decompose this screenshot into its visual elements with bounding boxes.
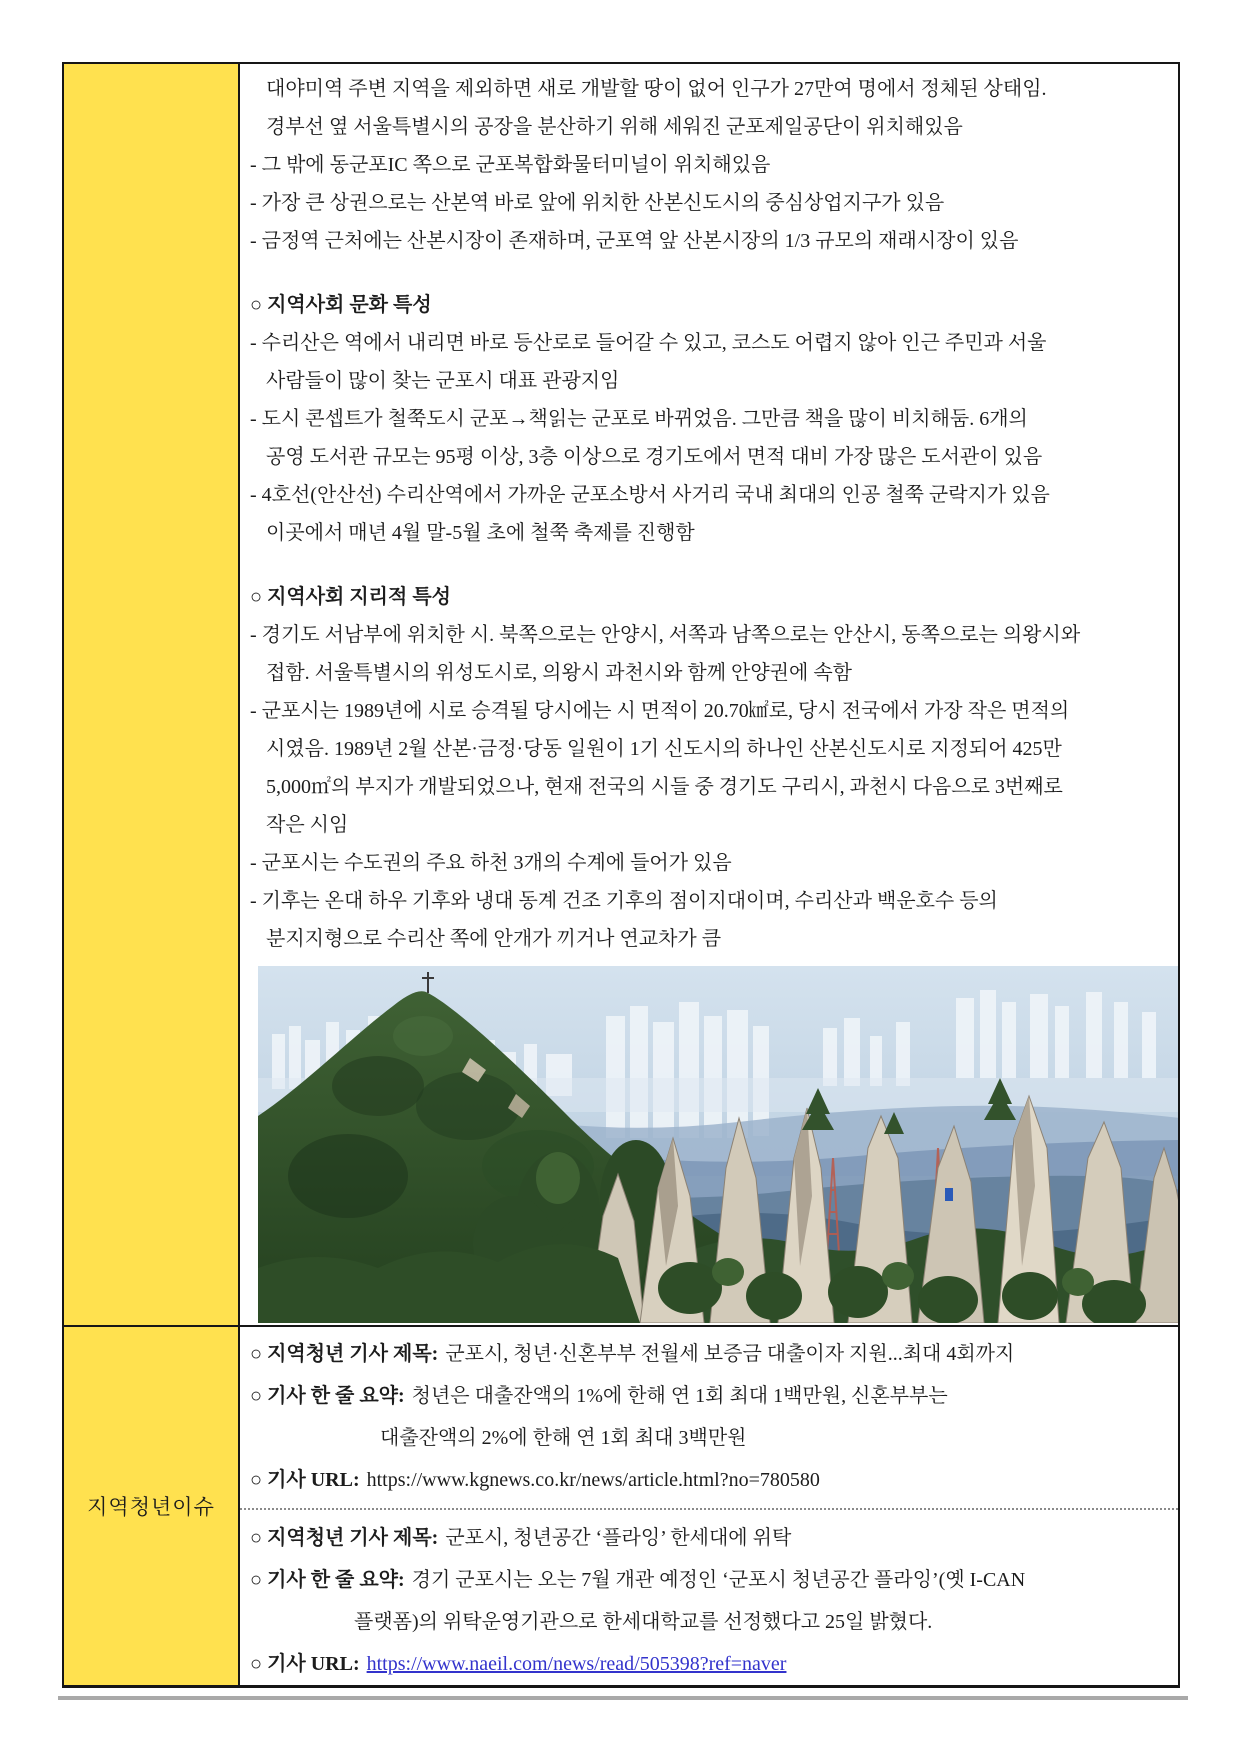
text-line: - 가장 큰 상권으로는 산본역 바로 앞에 위치한 산본신도시의 중심상업지구가 있음	[250, 192, 945, 214]
article-title-label: ○ 지역청년 기사 제목:	[250, 1343, 439, 1365]
text-line: - 4호선(안산선) 수리산역에서 가까운 군포소방서 사거리 국내 최대의 인공 철쭉 군락지가 있음	[250, 484, 1050, 506]
article-block-2	[250, 1517, 1170, 1685]
youth-content-cell	[240, 1327, 1178, 1685]
text-line: 시였음. 1989년 2월 산본·금정·당동 일원이 1기 신도시의 하나인 산본신도시로 지정되어 425만	[266, 738, 1062, 760]
section-heading-culture: ○ 지역사회 문화 특성	[250, 294, 432, 316]
article-title-text: 군포시, 청년공간 ‘플라잉’ 한세대에 위탁	[445, 1527, 792, 1549]
article-title-line	[250, 1517, 1170, 1559]
community-row	[64, 64, 1178, 1327]
text-line: 경부선 옆 서울특별시의 공장을 분산하기 위해 세워진 군포제일공단이 위치해있음	[266, 116, 963, 138]
article-url-link[interactable]: https://www.naeil.com/news/read/505398?ref=naver	[366, 1653, 787, 1675]
article-url-label: ○ 기사 URL:	[250, 1469, 360, 1491]
topic-label-cell-youth	[64, 1327, 240, 1685]
article-title-text: 군포시, 청년·신혼부부 전월세 보증금 대출이자 지원...최대 4회까지	[445, 1343, 1015, 1365]
section-heading-geography: ○ 지역사회 지리적 특성	[250, 586, 451, 608]
article-summary-continued: 플랫폼)의 위탁운영기관으로 한세대학교를 선정했다고 25일 밝혔다.	[354, 1611, 933, 1633]
article-summary-line	[250, 1375, 1170, 1417]
text-line: - 기후는 온대 하우 기후와 냉대 동계 건조 기후의 점이지대이며, 수리산과 백운호수 등의	[250, 890, 998, 912]
text-line: 사람들이 많이 찾는 군포시 대표 관광지임	[266, 370, 620, 392]
article-title-line	[250, 1333, 1170, 1375]
article-url-line	[250, 1459, 1170, 1501]
article-divider	[240, 1508, 1178, 1510]
text-line: 작은 시임	[266, 814, 349, 836]
article-summary-line	[250, 1559, 1170, 1601]
report-table	[62, 62, 1180, 1688]
topic-label: 지역청년이슈	[87, 1495, 215, 1519]
topic-label-cell-community	[64, 64, 240, 1325]
article-summary-label: ○ 기사 한 줄 요약:	[250, 1385, 405, 1407]
text-line: - 군포시는 1989년에 시로 승격될 당시에는 시 면적이 20.70㎢로, 당시 전국에서 가장 작은 면적의	[250, 700, 1070, 722]
text-line: - 도시 콘셉트가 철쭉도시 군포→책읽는 군포로 바뀌었음. 그만큼 책을 많이 비치해둠. 6개의	[250, 408, 1028, 430]
youth-issues-row	[64, 1327, 1178, 1685]
text-line: - 군포시는 수도권의 주요 하천 3개의 수계에 들어가 있음	[250, 852, 732, 874]
photo-climber-figure	[945, 1182, 953, 1201]
text-line: - 경기도 서남부에 위치한 시. 북쪽으로는 안양시, 서쪽과 남쪽으로는 안산시, 동쪽으로는 의왕시와	[250, 624, 1081, 646]
article-summary-label: ○ 기사 한 줄 요약:	[250, 1569, 405, 1591]
text-line: 대야미역 주변 지역을 제외하면 새로 개발할 땅이 없어 인구가 27만여 명에서 정체된 상태임.	[266, 78, 1047, 100]
text-line: - 수리산은 역에서 내리면 바로 등산로로 들어갈 수 있고, 코스도 어렵지 않아 인근 주민과 서울	[250, 332, 1047, 354]
page-rule	[58, 1696, 1188, 1700]
article-title-label: ○ 지역청년 기사 제목:	[250, 1527, 439, 1549]
text-line: 이곳에서 매년 4월 말-5월 초에 철쭉 축제를 진행함	[266, 522, 695, 544]
article-url-text: https://www.kgnews.co.kr/news/article.html?no=780580	[366, 1469, 820, 1491]
text-line: 분지지형으로 수리산 쪽에 안개가 끼거나 연교차가 큼	[266, 928, 722, 950]
article-summary-text: 청년은 대출잔액의 1%에 한해 연 1회 최대 1백만원, 신혼부부는	[411, 1385, 948, 1407]
article-summary-text: 경기 군포시는 오는 7월 개관 예정인 ‘군포시 청년공간 플라잉’(옛 I-CAN	[411, 1569, 1026, 1591]
text-line: - 금정역 근처에는 산본시장이 존재하며, 군포역 앞 산본시장의 1/3 규모의 재래시장이 있음	[250, 230, 1019, 252]
text-line: 접함. 서울특별시의 위성도시로, 의왕시 과천시와 함께 안양권에 속함	[266, 662, 852, 684]
text-line: 공영 도서관 규모는 95평 이상, 3층 이상으로 경기도에서 면적 대비 가장 많은 도서관이 있음	[266, 446, 1043, 468]
text-line: - 그 밖에 동군포IC 쪽으로 군포복합화물터미널이 위치해있음	[250, 154, 771, 176]
article-summary-continued: 대출잔액의 2%에 한해 연 1회 최대 3백만원	[380, 1427, 747, 1449]
text-line: 5,000㎡의 부지가 개발되었으나, 현재 전국의 시들 중 경기도 구리시, 과천시 다음으로 3번째로	[266, 776, 1063, 798]
article-url-label: ○ 기사 URL:	[250, 1653, 360, 1675]
suri-mountain-photo	[258, 966, 1178, 1323]
article-url-line	[250, 1643, 1170, 1685]
article-block-1	[250, 1333, 1170, 1501]
community-content-cell	[240, 64, 1178, 1325]
